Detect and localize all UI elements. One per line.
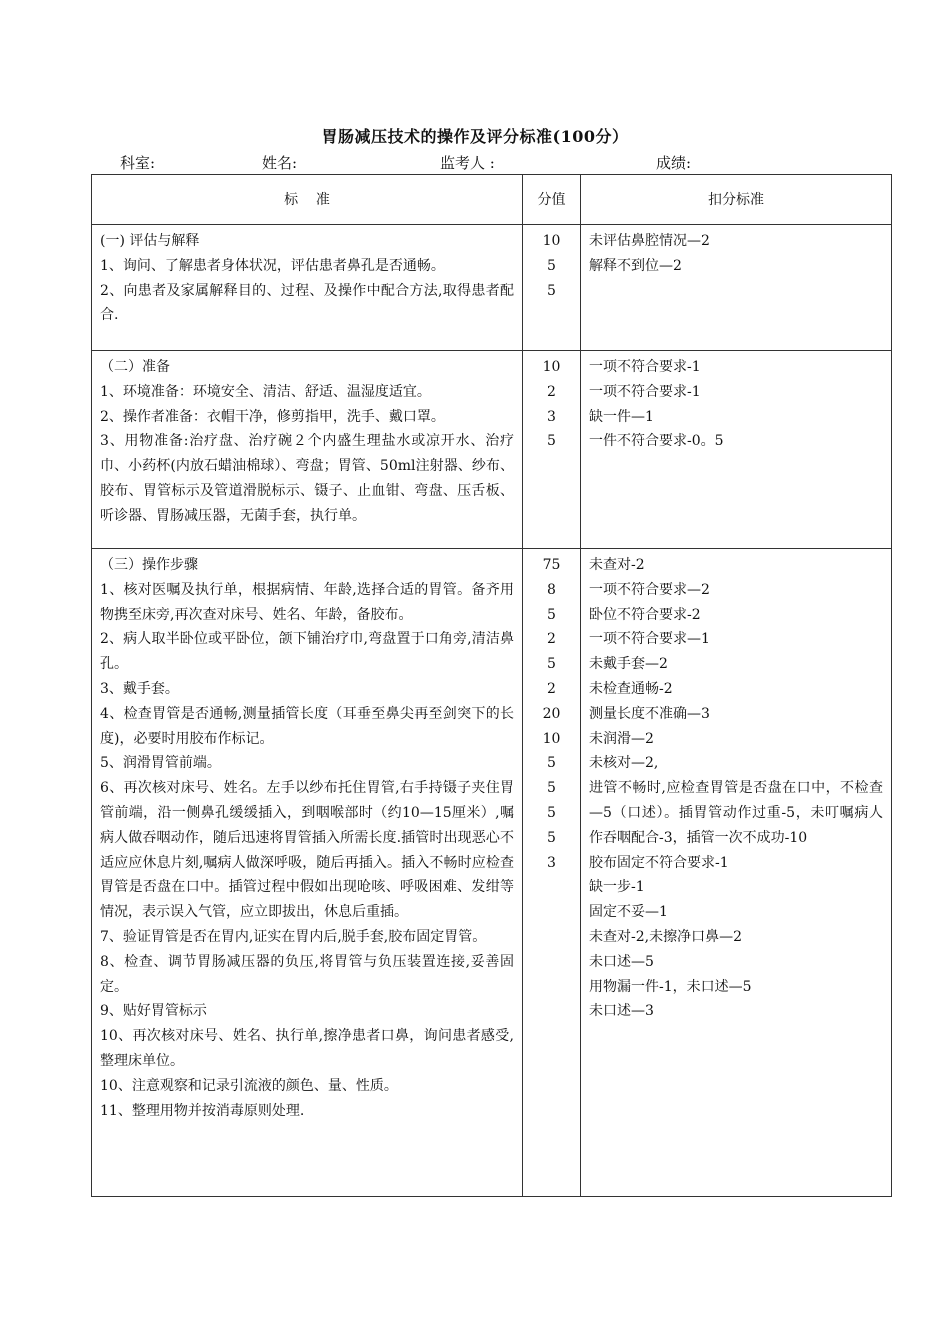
deduct-line: 未查对-2,未擦净口鼻—2: [589, 928, 742, 945]
score-value: 75: [542, 557, 561, 573]
header-deduct: 扣分标准: [581, 175, 892, 225]
score-value: 5: [547, 257, 556, 274]
header-score: [523, 175, 581, 225]
section-standard: [92, 225, 523, 351]
section-deduct: [581, 351, 892, 549]
section-deduct: [581, 225, 892, 351]
score-value: 2: [547, 383, 556, 400]
standard-line: 1、环境准备：环境安全、清洁、舒适、温湿度适宜。: [100, 383, 431, 400]
score-value: 5: [547, 829, 556, 846]
header-score-text: 分值: [537, 191, 566, 208]
standard-line: 10、注意观察和记录引流液的颜色、量、性质。: [100, 1077, 398, 1094]
section-row-operation: [92, 549, 892, 1197]
deduct-line: 未查对-2: [589, 557, 645, 573]
score-value: 10: [542, 233, 561, 249]
deduct-line: 未戴手套—2: [589, 656, 668, 673]
deduct-line: 胶布固定不符合要求-1: [589, 854, 729, 871]
deduct-line: 用物漏一件-1，未口述—5: [589, 978, 752, 995]
section-scores: [523, 225, 581, 351]
score-value: 5: [547, 282, 556, 299]
deduct-line: 解释不到位—2: [589, 257, 682, 274]
deduct-line: 未检查通畅-2: [589, 680, 673, 697]
deduct-line: 一件不符合要求-0。5: [589, 433, 724, 450]
standard-line: 3、戴手套。: [100, 680, 179, 697]
deduct-line: 未口述—3: [589, 1003, 654, 1020]
deduct-line: 未口述—5: [589, 953, 654, 970]
standard-line: 4、检查胃管是否通畅,测量插管长度（耳垂至鼻尖再至剑突下的长度)，必要时用胶布作标记。: [100, 705, 514, 747]
standard-line: 5、润滑胃管前端。: [100, 755, 221, 772]
standard-line: 1、询问、了解患者身体状况，评估患者鼻孔是否通畅。: [100, 257, 445, 274]
standard-line: 1、核对医嘱及执行单，根据病情、年龄,选择合适的胃管。备齐用物携至床旁,再次查对床号、姓名、年龄，备胶布。: [100, 581, 514, 623]
score-value: 5: [547, 656, 556, 673]
deduct-line: 进管不畅时,应检查胃管是否盘在口中，不检查—5（口述）。插胃管动作过重-5，未叮嘱病人作吞咽配合-3，插管一次不成功-10: [589, 780, 883, 846]
standard-line: （二）准备: [100, 359, 170, 375]
standard-line: 6、再次核对床号、姓名。左手以纱布托住胃管,右手持镊子夹住胃管前端，沿一侧鼻孔缓缓插入，到咽喉部时（约10—15厘米）,嘱病人做吞咽动作，随后迅速将胃管插入所需长度.插管时出现恶心不适应应休息片刻,嘱病人做深呼吸，随后再插入。插入不畅时应检查胃管是否盘在口中。插管过程中假如出现呛咳、呼吸困难、发绀等情况，表示误入气管，应立即拔出，休息后重插。: [100, 780, 514, 921]
table-header-row: [92, 175, 892, 225]
deduct-line: 固定不妥—1: [589, 904, 668, 921]
deduct-line: 未核对—2,: [589, 755, 659, 772]
standard-line: (一) 评估与解释: [100, 233, 200, 249]
score-value: 8: [547, 581, 556, 598]
section-standard: [92, 351, 523, 549]
page-title: 胃肠减压技术的操作及评分标准(100分）: [321, 127, 629, 146]
standard-line: （三）操作步骤: [100, 557, 198, 573]
standard-line: 11、整理用物并按消毒原则处理.: [100, 1102, 305, 1119]
header-standard: 标 准: [92, 175, 523, 225]
score-value: 5: [547, 780, 556, 797]
score-value: 20: [542, 705, 561, 722]
deduct-line: 一项不符合要求-1: [589, 359, 701, 375]
section-scores: [523, 549, 581, 1197]
score-value: 2: [547, 631, 556, 648]
deduct-line: 一项不符合要求—2: [589, 581, 710, 598]
score-value: 3: [547, 854, 556, 871]
deduct-line: 一项不符合要求-1: [589, 383, 701, 400]
deduct-line: 缺一件—1: [589, 408, 654, 425]
deduct-line: 未评估鼻腔情况—2: [589, 233, 710, 249]
section-standard: [92, 549, 523, 1197]
score-label: 成绩:: [656, 154, 692, 172]
name-label: 姓名:: [262, 154, 298, 172]
score-value: 10: [542, 359, 561, 375]
standard-line: 9、贴好胃管标示: [100, 1003, 207, 1020]
standard-line: 7、验证胃管是否在胃内,证实在胃内后,脱手套,胶布固定胃管。: [100, 928, 487, 945]
section-row-assessment: [92, 225, 892, 351]
examiner-label: 监考人 :: [440, 154, 495, 172]
standard-line: 2、向患者及家属解释目的、过程、及操作中配合方法,取得患者配合.: [100, 282, 514, 324]
standard-line: 10、再次核对床号、姓名、执行单,擦净患者口鼻，询问患者感受,整理床单位。: [100, 1028, 514, 1069]
score-value: 10: [542, 730, 561, 747]
deduct-line: 测量长度不准确—3: [589, 705, 710, 722]
score-value: 5: [547, 606, 556, 623]
deduct-line: 一项不符合要求—1: [589, 631, 710, 648]
section-scores: [523, 351, 581, 549]
deduct-line: 缺一步-1: [589, 879, 645, 896]
standard-line: 3、用物准备:治疗盘、治疗碗２个内盛生理盐水或凉开水、治疗巾、小药杯(内放石蜡油棉球）、弯盘；胃管、50ml注射器、纱布、胶布、胃管标示及管道滑脱标示、镊子、止血钳、弯盘、压舌板、听诊器、胃肠减压器，无菌手套，执行单。: [100, 433, 514, 524]
scoring-table: [91, 174, 892, 1197]
score-value: 2: [547, 680, 556, 697]
standard-line: 2、病人取半卧位或平卧位，颌下铺治疗巾,弯盘置于口角旁,清洁鼻孔。: [100, 631, 514, 673]
standard-line: 8、检查、调节胃肠减压器的负压,将胃管与负压装置连接,妥善固定。: [100, 953, 514, 995]
dept-label: 科室:: [120, 154, 156, 172]
deduct-line: 卧位不符合要求-2: [589, 606, 701, 623]
score-value: 3: [547, 408, 556, 425]
score-value: 5: [547, 433, 556, 450]
section-row-preparation: [92, 351, 892, 549]
score-value: 5: [547, 804, 556, 821]
deduct-line: 未润滑—2: [589, 730, 654, 747]
section-deduct: [581, 549, 892, 1197]
score-value: 5: [547, 755, 556, 772]
standard-line: 2、操作者准备：衣帽干净，修剪指甲，洗手、戴口罩。: [100, 408, 445, 425]
